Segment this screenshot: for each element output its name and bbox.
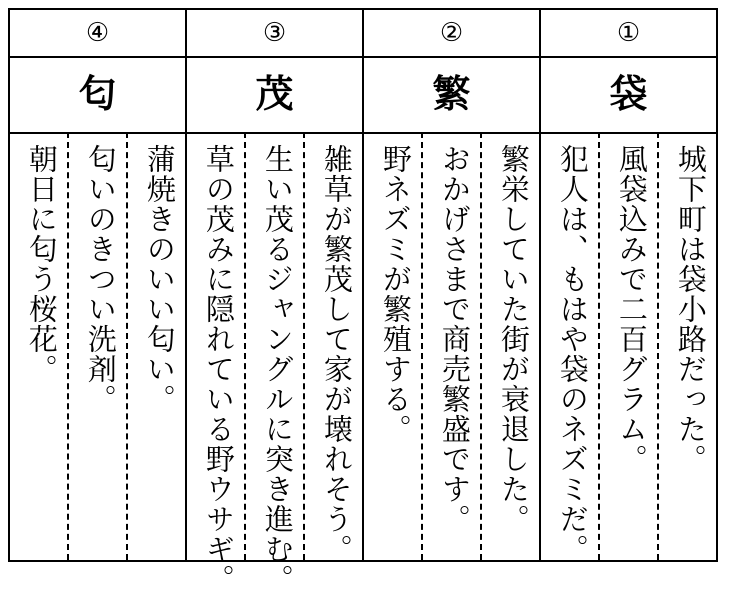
- example-sentence: 雑草が繁茂して家が壊れそう。: [319, 144, 354, 564]
- example-sentence: おかげさまで商売繁盛です。: [437, 144, 472, 534]
- kanji-cell: [539, 56, 716, 132]
- sentence-column: [657, 132, 716, 560]
- sentence-column: [244, 132, 303, 594]
- sentence-column: [187, 132, 244, 594]
- example-sentence: 朝日に匂う桜花。: [24, 144, 59, 384]
- sentence-group: [362, 132, 539, 560]
- kanji-row: [10, 56, 716, 134]
- kanji-cell: [362, 56, 539, 132]
- kanji-cell: [10, 56, 185, 132]
- example-sentence: 城下町は袋小路だった。: [673, 144, 708, 474]
- example-sentence: 匂いのきつい洗剤。: [83, 144, 118, 414]
- number-cell: [362, 10, 539, 56]
- example-sentence: 風袋込みで二百グラム。: [614, 144, 649, 474]
- item-number: ②: [439, 18, 464, 48]
- sentence-column: [364, 132, 421, 560]
- example-sentence: 蒲焼きのいい匂い。: [142, 144, 177, 414]
- item-number: ④: [85, 18, 110, 48]
- number-cell: [539, 10, 716, 56]
- number-cell: [10, 10, 185, 56]
- example-sentence: 生い茂るジャングルに突き進む。: [260, 144, 295, 594]
- kanji-character: 袋: [609, 72, 648, 116]
- sentence-group: [539, 132, 716, 564]
- sentence-column: [541, 132, 598, 564]
- sentence-column: [480, 132, 539, 560]
- kanji-character: 茂: [255, 72, 294, 116]
- number-cell: [185, 10, 362, 56]
- sentence-column: [126, 132, 185, 560]
- example-sentence: 野ネズミが繁殖する。: [378, 144, 413, 444]
- sentence-group: [185, 132, 362, 594]
- sentence-column: [67, 132, 126, 560]
- kanji-cell: [185, 56, 362, 132]
- sentence-group: [10, 132, 185, 560]
- sentence-column: [421, 132, 480, 560]
- kanji-worksheet-table: [8, 8, 718, 594]
- example-sentence: 繁栄していた街が衰退した。: [496, 144, 531, 534]
- number-row: [10, 10, 716, 58]
- sentences-row: [10, 132, 716, 594]
- example-sentence: 犯人は、もはや袋のネズミだ。: [555, 144, 590, 564]
- item-number: ①: [616, 18, 641, 48]
- item-number: ③: [262, 18, 287, 48]
- sentence-column: [303, 132, 362, 564]
- example-sentence: 草の茂みに隠れている野ウサギ。: [201, 144, 236, 594]
- sentence-column: [598, 132, 657, 560]
- sentence-column: [10, 132, 67, 560]
- kanji-character: 繁: [432, 72, 471, 116]
- kanji-character: 匂: [78, 72, 117, 116]
